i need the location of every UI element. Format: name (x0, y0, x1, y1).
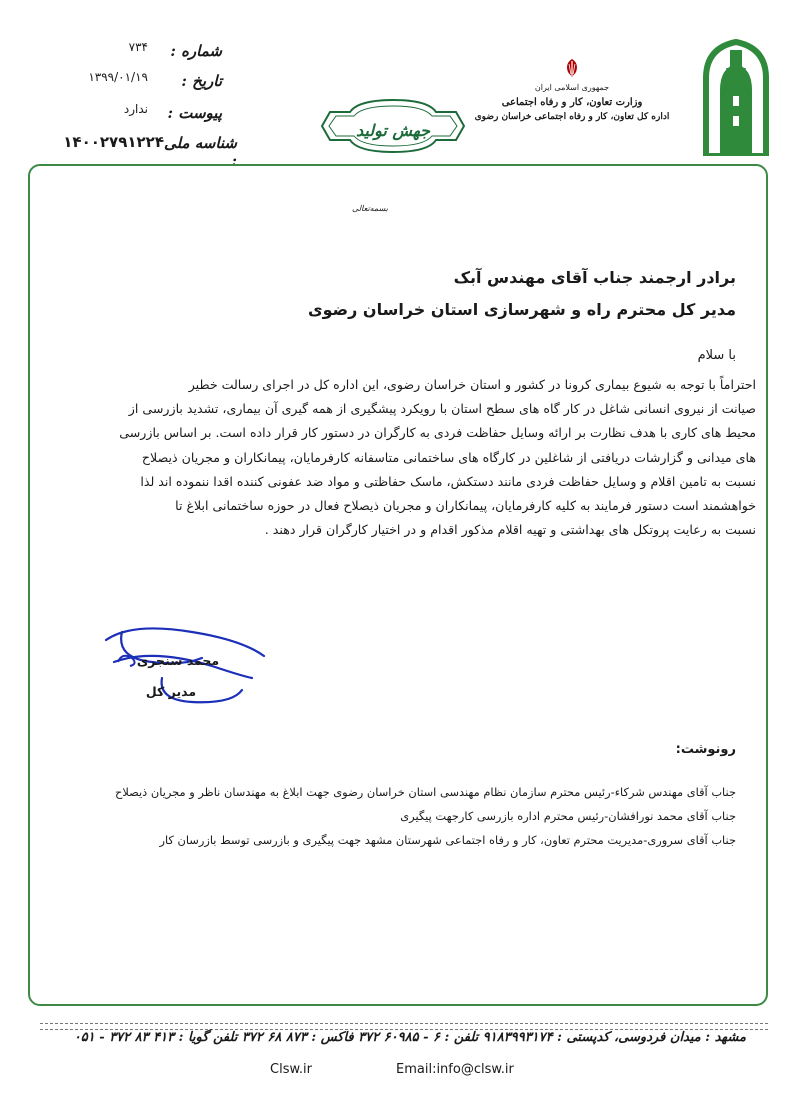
signer-name: محمد سنجری (136, 653, 220, 668)
body-line: محیط های کاری با هدف نظارت بر ارائه وسایل حفاظت فردی به کارگران در دستور کار قرار داده است. بر اساس بازرسی (119, 425, 756, 441)
date-value: ۱۳۹۹/۰۱/۱۹ (88, 70, 148, 84)
ministry-line-1: جمهوری اسلامی ایران (534, 83, 610, 92)
body-line: نسبت به تامین اقلام و وسایل حفاظت فردی مانند دستکش، ماسک حفاظتی و مواد ضد عفونی کننده اقدا ننموده اند لذا (140, 473, 756, 489)
cc-line-1: جناب آقای مهندس شرکاء-رئیس محترم سازمان نظام مهندسی استان خراسان رضوی جهت ابلاغ به مهندسان ناظر و مجریان ذیصلاح (114, 785, 736, 799)
letter-body (38, 373, 756, 542)
stamp-label: جهش تولید (355, 121, 431, 140)
number-value: ۷۳۴ (128, 40, 148, 54)
ministry-line-2: وزارت تعاون، کار و رفاه اجتماعی (501, 97, 643, 108)
cc-line-2: جناب آقای محمد نورافشان-رئیس محترم اداره بازرسی کارجهت پیگیری (400, 809, 736, 823)
national-id-label: شناسه ملی : (163, 134, 237, 170)
organization-logo (700, 38, 772, 156)
footer-website-link[interactable]: Clsw.ir (270, 1062, 312, 1077)
number-label: شماره : (170, 42, 222, 60)
body-line: صیانت از نیروی انسانی شاغل در کار گاه های سطح استان با رویکرد پیشگیری از همه گیری آن بیماری، تشدید بازرسی از (128, 401, 756, 417)
cc-title: رونوشت: (675, 742, 736, 757)
letter-frame (28, 164, 768, 1006)
date-label: تاریخ : (181, 72, 222, 90)
footer-divider (40, 1023, 768, 1025)
ministry-line-3: اداره کل تعاون، کار و رفاه اجتماعی خراسان رضوی (474, 112, 670, 122)
body-line: خواهشمند است دستور فرمایند به کلیه کارفرمایان، پیمانکاران و مجریان ذیصلاح فعال در حوزه ساختمانی ابلاغ تا (175, 498, 756, 514)
addressee-line-2: مدیر کل محترم راه و شهرسازی استان خراسان رضوی (307, 300, 736, 319)
cc-line-3: جناب آقای سروری-مدیریت محترم تعاون، کار و رفاه اجتماعی شهرستان مشهد جهت پیگیری و بازرسی توسط بازرسان کار (159, 833, 736, 847)
iran-emblem-icon (561, 58, 583, 78)
attachment-value: ندارد (123, 102, 148, 116)
ministry-heading (462, 58, 682, 125)
bismillah: بسمه‌تعالی (352, 204, 388, 213)
footer-address: مشهد : میدان فردوسی، کدپستی : ۹۱۸۳۹۹۳۱۷۴ تلفن : ۶ - ۶۰۹۸۵ ۳۷۲ فاکس : ۸۷۳ ۶۸ ۳۷۲ تلفن گویا : ۴۱۳ ۸۳ ۳۷۲ - ۰۵۱ (73, 1030, 746, 1045)
signer-title: مدیر کل (145, 684, 197, 699)
footer-email-link[interactable]: Email:info@clsw.ir (396, 1062, 514, 1077)
signature-scribble (92, 618, 272, 718)
greeting: با سلام (697, 348, 736, 363)
addressee-line-1: برادر ارجمند جناب آقای مهندس آبک (453, 268, 736, 287)
attachment-label: پیوست : (167, 104, 222, 122)
national-id-value: ۱۴۰۰۲۷۹۱۲۲۴ (63, 133, 164, 151)
body-line: نسبت به رعایت پروتکل های بهداشتی و تهیه اقلام مذکور اقدام و در اختیار کارگران قرار دهند . (264, 522, 756, 538)
body-line: احتراماً با توجه به شیوع بیماری کرونا در کشور و استان خراسان رضوی، این اداره کل در اجرای رسالت خطیر (188, 377, 756, 392)
body-line: های میدانی و گزارشات دریافتی از شاغلین در کارگاه های ساختمانی متاسفانه کارفرمایان، پیمانکاران و مجریان ذیصلاح (141, 449, 756, 465)
